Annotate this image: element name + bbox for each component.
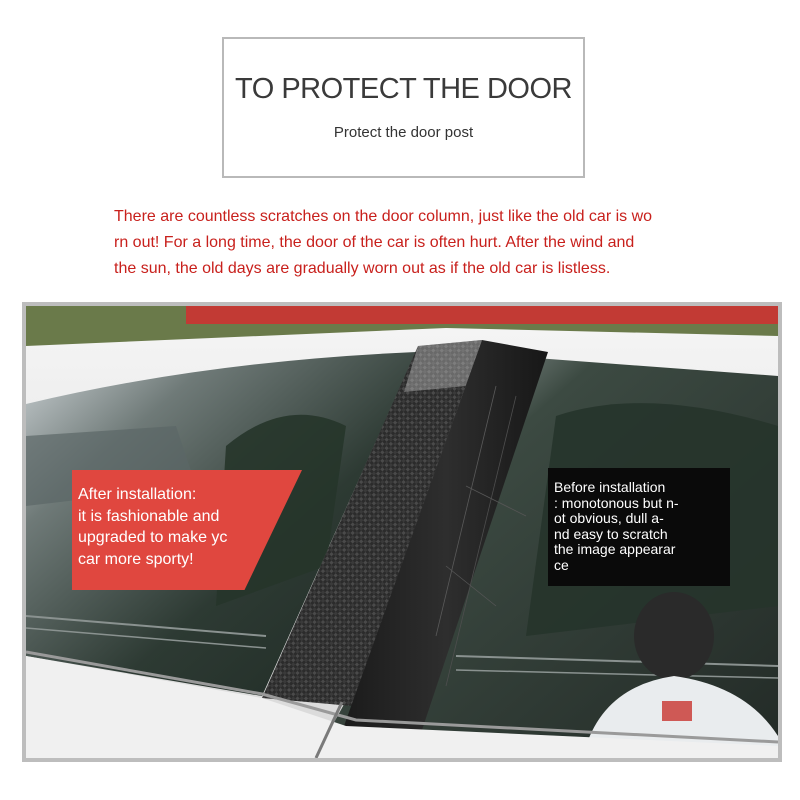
before-installation-text [554,480,704,573]
after-installation-text [78,484,248,570]
callout-line: : monotonous but n- [554,495,679,511]
description-line: rn out! For a long time, the door of the car is often hurt. After the wind and [114,234,635,251]
callout-line: upgraded to make yc [78,529,228,546]
callout-line: the image appearar [554,542,676,557]
page-title: TO PROTECT THE DOOR [235,73,572,105]
callout-line: car more sporty! [78,550,194,568]
before-installation-callout [548,468,730,586]
description-text [114,204,724,282]
page-subtitle: Protect the door post [333,124,474,141]
description-line: There are countless scratches on the door column, just like the old car is wo [114,208,653,225]
header-box [222,37,585,178]
after-installation-callout [72,470,302,590]
callout-line: it is fashionable and [78,507,220,525]
callout-line: Before installation [554,480,666,495]
callout-line: nd easy to scratch [554,526,668,542]
callout-line: ce [554,557,569,573]
callout-line: After installation: [78,486,197,503]
callout-line: ot obvious, dull a- [554,511,664,526]
description-line: the sun, the old days are gradually worn out as if the old car is listless. [114,260,611,277]
